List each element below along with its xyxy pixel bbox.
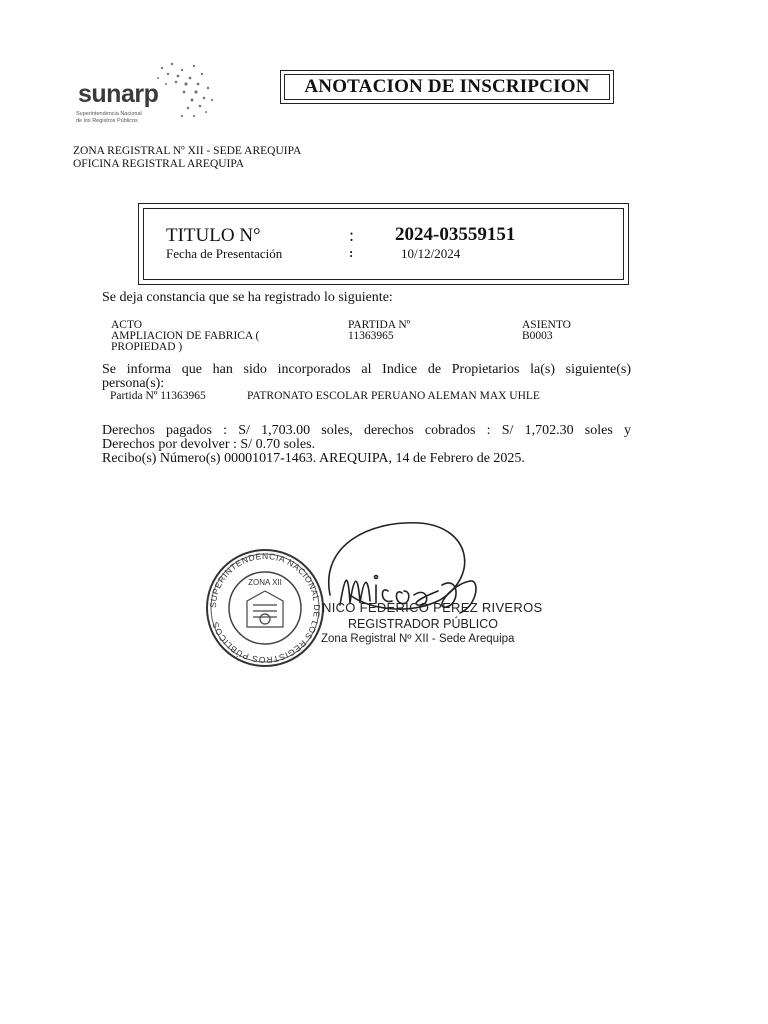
office-info (73, 145, 301, 171)
logo-subtitle-line1: Superintendencia Nacional (76, 111, 142, 117)
fecha-colon: : (349, 245, 354, 260)
document-title-box (280, 70, 614, 104)
partida-value: 11363965 (348, 330, 394, 342)
informa-line1: Se informa que han sido incorporados al Indice de Propietarios la(s) siguiente(s) (102, 362, 631, 377)
derechos-line1: Derechos pagados : S/ 1,703.00 soles, derechos cobrados : S/ 1,702.30 soles y (102, 423, 631, 438)
registrador-name: NICO FEDERICO PEREZ RIVEROS (322, 600, 543, 615)
sunarp-logo (72, 60, 222, 140)
seal-inner-text: ZONA XII (248, 578, 282, 587)
registrador-zona: Zona Registral Nº XII - Sede Arequipa (321, 633, 515, 645)
registrador-role: REGISTRADOR PÚBLICO (348, 617, 499, 631)
document-title: ANOTACION DE INSCRIPCION (284, 74, 610, 100)
titulo-colon: : (349, 225, 355, 245)
asiento-column (522, 320, 571, 342)
zona-registral: ZONA REGISTRAL Nº XII - SEDE AREQUIPA (73, 145, 302, 157)
derechos-line2: Derechos por devolver : S/ 0.70 soles. (102, 437, 316, 452)
fecha-label: Fecha de Presentación (166, 246, 283, 261)
titulo-box (138, 203, 629, 285)
asiento-header: ASIENTO (522, 319, 571, 331)
recibo-line: Recibo(s) Número(s) 00001017-1463. AREQUIPA, 14 de Febrero de 2025. (102, 451, 525, 466)
acto-column (111, 320, 259, 353)
partida-column (348, 320, 410, 342)
acto-value-line1: AMPLIACION DE FABRICA ( (111, 330, 260, 342)
seal-outer-text: SUPERINTENDENCIA NACIONAL DE LOS REGISTROS PÚBLICOS (207, 550, 323, 666)
propietario-name: PATRONATO ESCOLAR PERUANO ALEMAN MAX UHLE (247, 390, 540, 402)
oficina-registral: OFICINA REGISTRAL AREQUIPA (73, 158, 245, 170)
acto-value-line2: PROPIEDAD ) (111, 341, 183, 353)
asiento-value: B0003 (522, 330, 553, 342)
acto-header: ACTO (111, 319, 143, 331)
svg-text:SUPERINTENDENCIA NACIONAL DE L (208, 551, 322, 665)
fecha-value: 10/12/2024 (401, 246, 461, 261)
signature-block (200, 515, 543, 666)
titulo-label: TITULO N° (166, 225, 261, 246)
logo-wordmark: sunarp (78, 80, 159, 108)
partida-header: PARTIDA Nº (348, 319, 411, 331)
partida-reference: Partida Nº 11363965 (110, 390, 206, 402)
informa-line2: persona(s): (102, 376, 165, 391)
titulo-number: 2024-03559151 (395, 224, 516, 245)
constancia-text: Se deja constancia que se ha registrado lo siguiente: (102, 290, 393, 305)
logo-subtitle-line2: de los Registros Públicos (76, 118, 138, 124)
